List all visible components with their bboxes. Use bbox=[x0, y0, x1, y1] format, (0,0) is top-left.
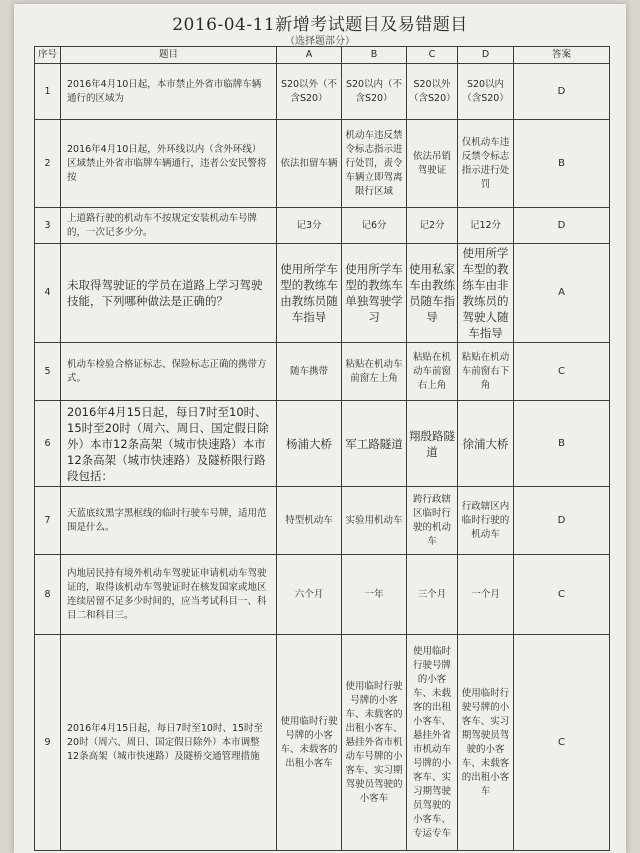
option-b: 使用临时行驶号牌的小客车、未载客的出租小客车、悬挂外省市机动车号牌的小客车、实习期驾驶员驾驶的小客车 bbox=[342, 635, 407, 851]
option-c: 粘贴在机动车前窗右上角 bbox=[407, 343, 458, 401]
row-number: 2 bbox=[35, 120, 61, 208]
option-d: 使用所学车型的教练车由非教练员的驾驶人随车指导 bbox=[458, 244, 514, 343]
option-b: 粘贴在机动车前窗左上角 bbox=[342, 343, 407, 401]
option-b: 机动车违反禁令标志指示进行处罚，责令车辆立即驾离限行区域 bbox=[342, 120, 407, 208]
question-table bbox=[34, 46, 610, 851]
option-b: 使用所学车型的教练车单独驾驶学习 bbox=[342, 244, 407, 343]
header-no: 序号 bbox=[35, 47, 61, 64]
option-c: 依法吊销驾驶证 bbox=[407, 120, 458, 208]
question-text: 2016年4月10日起，外环线以内（含外环线）区域禁止外省市临牌车辆通行，违者公安民警将按 bbox=[61, 120, 277, 208]
row-number: 8 bbox=[35, 555, 61, 635]
option-a: 使用临时行驶号牌的小客车、未载客的出租小客车 bbox=[277, 635, 342, 851]
option-c: S20以外（含S20） bbox=[407, 64, 458, 120]
table-row bbox=[35, 244, 610, 343]
option-c: 跨行政辖区临时行驶的机动车 bbox=[407, 487, 458, 555]
option-d: 行政辖区内临时行驶的机动车 bbox=[458, 487, 514, 555]
option-a: 记3分 bbox=[277, 208, 342, 244]
answer: B bbox=[514, 401, 610, 487]
header-question: 题目 bbox=[61, 47, 277, 64]
header-option-a: A bbox=[277, 47, 342, 64]
row-number: 5 bbox=[35, 343, 61, 401]
answer: C bbox=[514, 343, 610, 401]
option-a: 依法扣留车辆 bbox=[277, 120, 342, 208]
option-a: 特型机动车 bbox=[277, 487, 342, 555]
option-a: 使用所学车型的教练车由教练员随车指导 bbox=[277, 244, 342, 343]
question-text: 未取得驾驶证的学员在道路上学习驾驶技能，下列哪种做法是正确的？ bbox=[61, 244, 277, 343]
table-header-row bbox=[35, 47, 610, 64]
header-option-b: B bbox=[342, 47, 407, 64]
question-text: 天蓝底纹黑字黑框线的临时行驶车号牌，适用范围是什么。 bbox=[61, 487, 277, 555]
option-b: 军工路隧道 bbox=[342, 401, 407, 487]
answer: D bbox=[514, 208, 610, 244]
option-a: S20以外（不含S20） bbox=[277, 64, 342, 120]
table-row bbox=[35, 343, 610, 401]
table-row bbox=[35, 120, 610, 208]
option-a: 杨浦大桥 bbox=[277, 401, 342, 487]
question-text: 内地居民持有境外机动车驾驶证申请机动车驾驶证的，取得该机动车驾驶证时在核发国家或地区连续居留不足多少时间的，应当考试科目一、科目二和科目三。 bbox=[61, 555, 277, 635]
answer: B bbox=[514, 120, 610, 208]
table-row bbox=[35, 208, 610, 244]
option-d: 仅机动车违反禁令标志指示进行处罚 bbox=[458, 120, 514, 208]
row-number: 9 bbox=[35, 635, 61, 851]
row-number: 1 bbox=[35, 64, 61, 120]
table-row bbox=[35, 635, 610, 851]
option-c: 翔殷路隧道 bbox=[407, 401, 458, 487]
row-number: 6 bbox=[35, 401, 61, 487]
option-d: 徐浦大桥 bbox=[458, 401, 514, 487]
option-d: 使用临时行驶号牌的小客车、实习期驾驶员驾驶的小客车、未载客的出租小客车 bbox=[458, 635, 514, 851]
option-d: S20以内（含S20） bbox=[458, 64, 514, 120]
header-option-c: C bbox=[407, 47, 458, 64]
table-row bbox=[35, 487, 610, 555]
option-b: S20以内（不含S20） bbox=[342, 64, 407, 120]
answer: C bbox=[514, 635, 610, 851]
document-title: 2016-04-11新增考试题目及易错题目 bbox=[172, 15, 468, 35]
row-number: 4 bbox=[35, 244, 61, 343]
header-answer: 答案 bbox=[514, 47, 610, 64]
table-row bbox=[35, 555, 610, 635]
header-option-d: D bbox=[458, 47, 514, 64]
table-row bbox=[35, 401, 610, 487]
answer: D bbox=[514, 64, 610, 120]
table-row bbox=[35, 64, 610, 120]
question-text: 2016年4月15日起，每日7时至10时、15时至20时（周六、周日、国定假日除外）本市12条高架（城市快速路）本市12条高架（城市快速路）及隧桥限行路段包括： bbox=[61, 401, 277, 487]
option-a: 随车携带 bbox=[277, 343, 342, 401]
option-b: 记6分 bbox=[342, 208, 407, 244]
answer: D bbox=[514, 487, 610, 555]
option-b: 一年 bbox=[342, 555, 407, 635]
document-page bbox=[14, 4, 626, 853]
question-text: 2016年4月10日起，本市禁止外省市临牌车辆通行的区域为 bbox=[61, 64, 277, 120]
answer: C bbox=[514, 555, 610, 635]
option-c: 使用临时行驶号牌的小客车、未载客的出租小客车、悬挂外省市机动车号牌的小客车、实习期驾驶员驾驶的小客车、专运专车 bbox=[407, 635, 458, 851]
document-subtitle: （选择题部分） bbox=[285, 36, 355, 47]
answer: A bbox=[514, 244, 610, 343]
question-text: 机动车检验合格证标志、保险标志正确的携带方式。 bbox=[61, 343, 277, 401]
option-d: 一个月 bbox=[458, 555, 514, 635]
option-c: 使用私家车由教练员随车指导 bbox=[407, 244, 458, 343]
question-text: 2016年4月15日起，每日7时至10时、15时至20时（周六、周日、国定假日除外）本市调整12条高架（城市快速路）及隧桥交通管理措施 bbox=[61, 635, 277, 851]
row-number: 7 bbox=[35, 487, 61, 555]
option-d: 记12分 bbox=[458, 208, 514, 244]
option-a: 六个月 bbox=[277, 555, 342, 635]
row-number: 3 bbox=[35, 208, 61, 244]
option-d: 粘贴在机动车前窗右下角 bbox=[458, 343, 514, 401]
option-c: 记2分 bbox=[407, 208, 458, 244]
question-text: 上道路行驶的机动车不按规定安装机动车号牌的，一次记多少分。 bbox=[61, 208, 277, 244]
option-c: 三个月 bbox=[407, 555, 458, 635]
option-b: 实验用机动车 bbox=[342, 487, 407, 555]
